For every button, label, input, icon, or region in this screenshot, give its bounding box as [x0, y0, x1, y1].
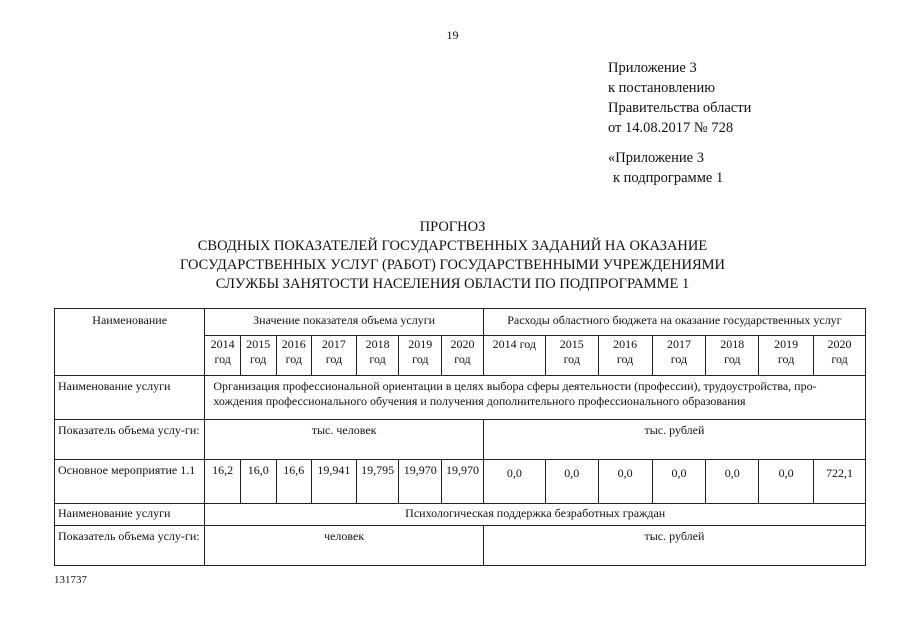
year-word: год	[325, 352, 343, 366]
year-cell	[276, 336, 312, 376]
year-cell	[442, 336, 484, 376]
year-word: год	[285, 352, 302, 366]
expense-value: 0,0	[652, 460, 706, 504]
year-cell	[652, 336, 706, 376]
volume-value: 16,0	[240, 460, 276, 504]
table-row-indicator-2	[55, 526, 866, 566]
expense-value: 0,0	[598, 460, 652, 504]
year-word: год	[563, 352, 580, 366]
year-number: 2020	[827, 337, 852, 351]
year-word: год	[412, 352, 429, 366]
document-id: 131737	[54, 574, 87, 586]
table-row-indicator-1	[55, 420, 866, 460]
table-row-measure-1	[55, 460, 866, 504]
year-word: год	[214, 352, 231, 366]
appendix-block	[608, 58, 751, 138]
year-number: 2018	[365, 337, 390, 351]
volume-value: 16,2	[205, 460, 241, 504]
subprogram-appendix-block	[608, 148, 723, 188]
year-number: 2019	[774, 337, 799, 351]
title-line: СВОДНЫХ ПОКАЗАТЕЛЕЙ ГОСУДАРСТВЕННЫХ ЗАДАНИЙ НА ОКАЗАНИЕ	[197, 238, 708, 254]
service-name-text: Психологическая поддержка безработных граждан	[205, 504, 866, 526]
column-header-volume: Значение показателя объема услуги	[205, 309, 483, 336]
year-word: год	[670, 352, 688, 366]
volume-value: 16,6	[276, 460, 312, 504]
year-number: 2020	[450, 337, 475, 351]
forecast-table	[54, 308, 866, 566]
row-label: Наименование услуги	[55, 376, 205, 420]
page-number: 19	[446, 28, 459, 42]
appendix-line: «Приложение 3	[608, 150, 704, 166]
year-cell	[814, 336, 866, 376]
row-label: Показатель объема услу-ги:	[55, 420, 205, 460]
year-cell	[759, 336, 814, 376]
year-word: год	[831, 352, 848, 366]
year-number: 2015	[559, 337, 584, 351]
volume-unit: человек	[205, 526, 483, 566]
year-number: 2014 год	[492, 337, 537, 351]
expense-value: 0,0	[545, 460, 598, 504]
volume-unit: тыс. человек	[205, 420, 483, 460]
expense-value: 0,0	[759, 460, 814, 504]
service-name-text: Организация профессиональной ориентации в целях выбора сферы деятельности (профессии), трудоустройства, про-хождения профессионального обучения и получения дополнительного профессионального образования	[205, 376, 866, 420]
year-number: 2019	[408, 337, 433, 351]
row-label: Основное мероприятие 1.1	[55, 460, 205, 504]
year-cell	[598, 336, 652, 376]
table-row-service-2	[55, 504, 866, 526]
table-header-row	[55, 309, 866, 336]
year-number: 2017	[321, 337, 346, 351]
year-cell	[356, 336, 399, 376]
expense-value: 722,1	[814, 460, 866, 504]
appendix-line: к подпрограмме 1	[613, 170, 724, 186]
year-word: год	[369, 352, 386, 366]
year-cell	[706, 336, 759, 376]
year-word: год	[454, 352, 471, 366]
year-number: 2018	[720, 337, 745, 351]
year-cell	[399, 336, 442, 376]
year-word: год	[777, 352, 795, 366]
expense-unit: тыс. рублей	[483, 526, 865, 566]
year-cell	[205, 336, 241, 376]
row-label: Наименование услуги	[55, 504, 205, 526]
appendix-line: к постановлению	[608, 80, 716, 96]
year-word: год	[616, 352, 634, 366]
volume-value: 19,970	[399, 460, 442, 504]
appendix-line: от 14.08.2017 № 728	[608, 120, 734, 136]
year-cell	[240, 336, 276, 376]
title-line: СЛУЖБЫ ЗАНЯТОСТИ НАСЕЛЕНИЯ ОБЛАСТИ ПО ПОДПРОГРАММЕ 1	[215, 276, 690, 292]
year-number: 2014	[210, 337, 235, 351]
expense-value: 0,0	[483, 460, 545, 504]
year-word: год	[250, 352, 267, 366]
column-header-expenses: Расходы областного бюджета на оказание государственных услуг	[483, 309, 865, 336]
volume-value: 19,970	[442, 460, 484, 504]
row-label: Показатель объема услу-ги:	[55, 526, 205, 566]
volume-value: 19,795	[356, 460, 399, 504]
volume-value: 19,941	[312, 460, 357, 504]
year-number: 2015	[246, 337, 271, 351]
table-row-service-1	[55, 376, 866, 420]
year-word: год	[724, 352, 741, 366]
year-cell	[312, 336, 357, 376]
appendix-line: Правительства области	[608, 100, 752, 116]
title-line: ГОСУДАРСТВЕННЫХ УСЛУГ (РАБОТ) ГОСУДАРСТВЕННЫМИ УЧРЕЖДЕНИЯМИ	[179, 257, 726, 273]
year-number: 2016	[281, 337, 306, 351]
appendix-line: Приложение 3	[608, 60, 697, 76]
year-cell	[545, 336, 598, 376]
document-title	[0, 218, 905, 294]
expense-value: 0,0	[706, 460, 759, 504]
year-number: 2017	[666, 337, 691, 351]
column-header-name: Наименование	[55, 309, 205, 376]
year-cell	[483, 336, 545, 376]
expense-unit: тыс. рублей	[483, 420, 865, 460]
year-number: 2016	[613, 337, 638, 351]
title-line: ПРОГНОЗ	[419, 219, 486, 235]
